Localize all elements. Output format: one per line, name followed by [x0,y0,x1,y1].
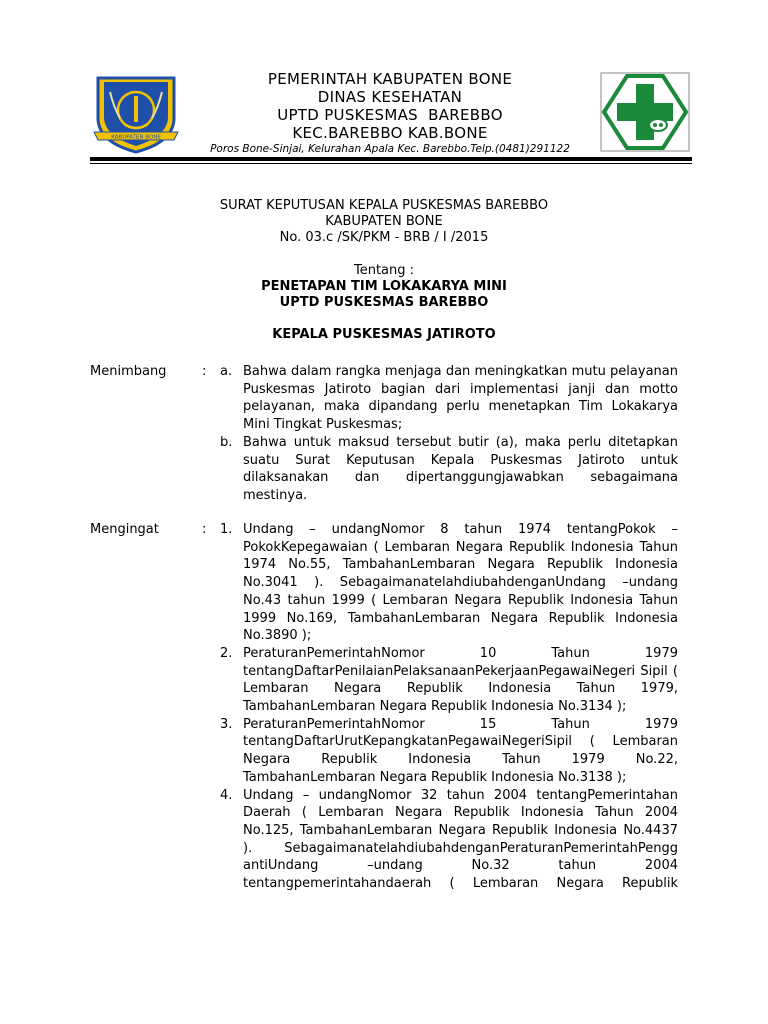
menimbang-label: Menimbang [90,364,167,379]
decree-number: No. 03.c /SK/PKM - BRB / I /2015 [279,230,489,245]
menimbang-item-a [90,363,678,434]
list-item-text: Undang – undangNomor 8 tahun 1974 tentangPokok – PokokKepegawaian ( Lembaran Negara Republik Indonesia Tahun 1974 No.55, TambahanLembaran Negara Republik Indonesia No.3041 ). SebagaimanatelahdiubahdenganUndang –undang No.43 tahun 1999 ( Lembaran Negara Republik Indonesia Tahun 1999 No.169, TambahanLembaran Negara Republik Indonesia No.3890 ); [243,522,678,644]
letterhead-line-district: KEC.BAREBBO KAB.BONE [292,124,488,142]
official-block [90,327,678,343]
letterhead-line-government: PEMERINTAH KABUPATEN BONE [267,70,513,88]
tentang-label: Tentang : [353,263,415,278]
list-marker: 2. [220,645,233,661]
menimbang-colon: : [202,364,207,379]
mengingat-item-2 [90,645,678,716]
mengingat-section [90,521,678,893]
letterhead-address: Poros Bone-Sinjai, Kelurahan Apala Kec. Barebbo.Telp.(0481)291122 [210,143,570,155]
list-marker: 1. [220,522,233,537]
letterhead-rule-thick [90,157,692,161]
list-item-text: Bahwa untuk maksud tersebut butir (a), maka perlu ditetapkan suatu Surat Keputusan Kepala Puskesmas Jatiroto untuk dilaksanakan dan dipertanggungjawabkan sebagaimana mestinya. [243,434,678,503]
decree-subject-line1: PENETAPAN TIM LOKAKARYA MINI [261,279,507,294]
list-item-text: Bahwa dalam rangka menjaga dan meningkatkan mutu pelayanan Puskesmas Jatiroto bagian dari implementasi janji dan motto pelayanan, maka dipandang perlu menetapkan Tim Lokakarya Mini Tingkat Puskesmas; [243,364,678,433]
letterhead-line-uptd: UPTD PUSKESMAS BAREBBO [277,106,503,124]
mengingat-item-4 [90,787,678,893]
letterhead-rule-thin [90,163,692,164]
mengingat-colon: : [202,522,207,537]
mengingat-label: Mengingat [90,522,159,537]
list-item-text: PeraturanPemerintahNomor 15 Tahun 1979 tentangDaftarUrutKepangkatanPegawaiNegeriSipil ( Lembaran Negara Republik Indonesia Tahun 1979 No.22, TambahanLembaran Negara Republik Indonesia No.3138 ); [243,716,678,785]
list-item-text: Undang – undangNomor 32 tahun 2004 tentangPemerintahan Daerah ( Lembaran Negara Republik Indonesia Tahun 2004 No.125, TambahanLembaran Negara Republik Indonesia No.4437 ). SebagaimanatelahdiubahdenganPeraturanPemerintahPengg antiUndang –undang No.32 tahun 2004 tentangpemerintahandaerah ( Lembaran Negara Republik [243,787,678,892]
list-marker: b. [220,434,233,450]
list-marker: 3. [220,716,233,732]
emblem-ribbon-text: KABUPATEN BONE [111,134,161,141]
decree-title-block [90,198,678,246]
decree-subject-block [90,263,678,311]
list-item-text: PeraturanPemerintahNomor 10 Tahun 1979 tentangDaftarPenilaianPelaksanaanPekerjaanPegawaiNegeri Sipil ( Lembaran Negara Republik Indonesia Tahun 1979, TambahanLembaran Negara Republik Indonesia No.3134 ); [243,645,678,715]
decree-subject-line2: UPTD PUSKESMAS BAREBBO [279,295,489,310]
mengingat-item-1 [90,521,678,645]
mengingat-item-3 [90,716,678,787]
list-marker: a. [220,364,233,379]
decree-title-line1: SURAT KEPUTUSAN KEPALA PUSKESMAS BAREBBO [219,198,549,213]
letterhead [190,70,590,156]
letterhead-line-department: DINAS KESEHATAN [317,88,463,106]
menimbang-item-b [90,434,678,505]
menimbang-section [90,363,678,505]
decree-title-line2: KABUPATEN BONE [325,214,443,229]
list-marker: 4. [220,787,233,803]
bone-regency-emblem-icon [90,72,182,154]
puskesmas-cross-logo-icon [600,72,690,152]
official-title: KEPALA PUSKESMAS JATIROTO [272,327,496,342]
